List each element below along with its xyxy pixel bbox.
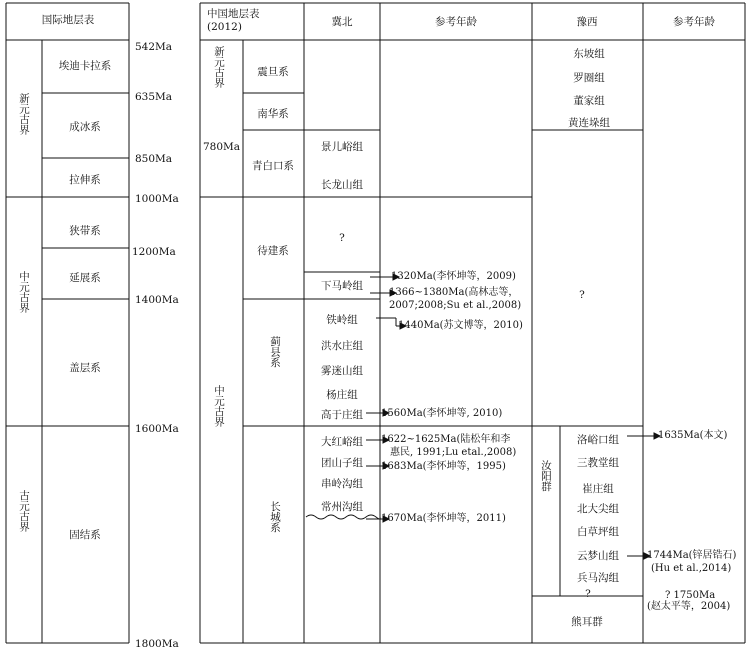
jibei-unit: 高于庄组 [321, 409, 363, 421]
china-age-780: 780Ma [203, 141, 241, 153]
ref-ages-header-2: 参考年龄 [673, 16, 715, 28]
ref-age-item: 1560Ma(李怀坤等, 2010) [381, 408, 503, 419]
ruyang-unit: 崔庄组 [582, 483, 614, 495]
intl-system-ediacaran: 埃迪卡拉系 [58, 60, 112, 72]
china-system-sinian: 震旦系 [257, 66, 289, 78]
intl-system-ectasian: 延展系 [69, 272, 101, 284]
china-system-changcheng: 长城系 [269, 501, 281, 533]
intl-system-statherian: 固结系 [69, 529, 101, 541]
intl-system-cryogenian: 成冰系 [69, 121, 101, 133]
intl-era-mesoproterozoic: 中元古界 [18, 271, 30, 313]
yuxi-bottom-unknown: ? [585, 588, 591, 600]
age-1800: 1800Ma [135, 638, 179, 650]
ref-age-item-2: (Hu et al.,2014) [651, 563, 732, 574]
ref-age-item: 1320Ma(李怀坤等，2009) [391, 271, 516, 282]
yuxi-ruyang-group: 汝阳群 [540, 460, 552, 492]
age-542: 542Ma [135, 41, 173, 53]
age-1600: 1600Ma [135, 423, 179, 435]
ref-age-item: 2007;2008;Su et al.,2008) [389, 300, 522, 311]
jibei-unit-unknown: ? [339, 232, 345, 244]
china-header-title: 中国地层表 [207, 8, 260, 20]
ruyang-unit: 云梦山组 [577, 550, 619, 562]
intl-header: 国际地层表 [41, 14, 95, 26]
ref-age-item: 1683Ma(李怀坤等，1995) [381, 461, 506, 472]
age-1000: 1000Ma [135, 193, 179, 205]
jibei-unit: 雾迷山组 [321, 365, 363, 377]
china-era-neoproterozoic: 新元古界 [213, 46, 225, 88]
intl-system-calymmian: 盖层系 [69, 362, 101, 374]
jibei-unit: 长龙山组 [321, 179, 363, 191]
ref-age-item: 1622~1625Ma(陆松年和李 [381, 434, 511, 445]
intl-era-paleoproterozoic: 古元古界 [18, 490, 30, 532]
jibei-unit: 下马岭组 [321, 280, 363, 292]
jibei-unit: 团山子组 [321, 457, 363, 469]
jibei-unit: 洪水庄组 [321, 340, 363, 352]
ref-ages-header-1: 参考年龄 [435, 16, 477, 28]
ref-age-item: 1670Ma(李怀坤等，2011) [381, 513, 506, 524]
ref-age-item-2: 1744Ma(锌居锆石) [647, 550, 737, 561]
intl-system-stenian: 狭带系 [69, 225, 101, 237]
age-1200: 1200Ma [132, 246, 176, 258]
ref-age-item-2: (赵太平等，2004) [647, 601, 731, 612]
jibei-unit: 大红峪组 [321, 436, 363, 448]
china-system-daijian: 待建系 [257, 245, 289, 257]
yuxi-header: 豫西 [576, 16, 598, 28]
yuxi-unit: 东坡组 [573, 48, 605, 60]
jibei-unit: 串岭沟组 [321, 478, 363, 490]
jibei-unit: 常州沟组 [321, 501, 363, 513]
ref-age-item-2: 1635Ma(本文) [658, 430, 728, 441]
china-system-nanhua: 南华系 [257, 108, 289, 120]
jibei-unit: 杨庄组 [326, 389, 358, 401]
yuxi-unit: 董家组 [573, 95, 605, 107]
china-era-mesoproterozoic: 中元古界 [213, 385, 225, 427]
yuxi-xionger-group: 熊耳群 [571, 616, 603, 628]
ruyang-unit: 三教堂组 [577, 457, 619, 469]
yuxi-unit: 黄连垛组 [568, 117, 610, 129]
jibei-unit: 景儿峪组 [321, 141, 363, 153]
ruyang-unit: 白草坪组 [577, 526, 619, 538]
china-header-year: (2012) [207, 21, 242, 33]
ruyang-unit: 兵马沟组 [577, 572, 619, 584]
ruyang-unit: 北大尖组 [577, 503, 619, 515]
jibei-unit: 铁岭组 [326, 314, 358, 326]
ref-age-item: 1366~1380Ma(高林志等， [389, 287, 519, 298]
jibei-header: 冀北 [331, 16, 353, 28]
ref-age-item: 1440Ma(苏文博等，2010) [398, 320, 523, 331]
ref-age-item: 惠民, 1991;Lu etal.,2008) [390, 447, 517, 458]
age-635: 635Ma [135, 91, 173, 103]
age-1400: 1400Ma [135, 294, 179, 306]
china-system-jixian: 蓟县系 [269, 336, 281, 368]
age-850: 850Ma [135, 153, 173, 165]
yuxi-unit: 罗圈组 [573, 72, 605, 84]
intl-system-tonian: 拉伸系 [69, 174, 101, 186]
intl-era-neoproterozoic: 新元古界 [18, 93, 30, 135]
ruyang-unit: 洛峪口组 [577, 434, 619, 446]
china-system-qingbaikou: 青白口系 [252, 160, 294, 172]
yuxi-middle-unknown: ? [579, 289, 585, 301]
ref-age-item-2: ? 1750Ma [665, 590, 716, 601]
